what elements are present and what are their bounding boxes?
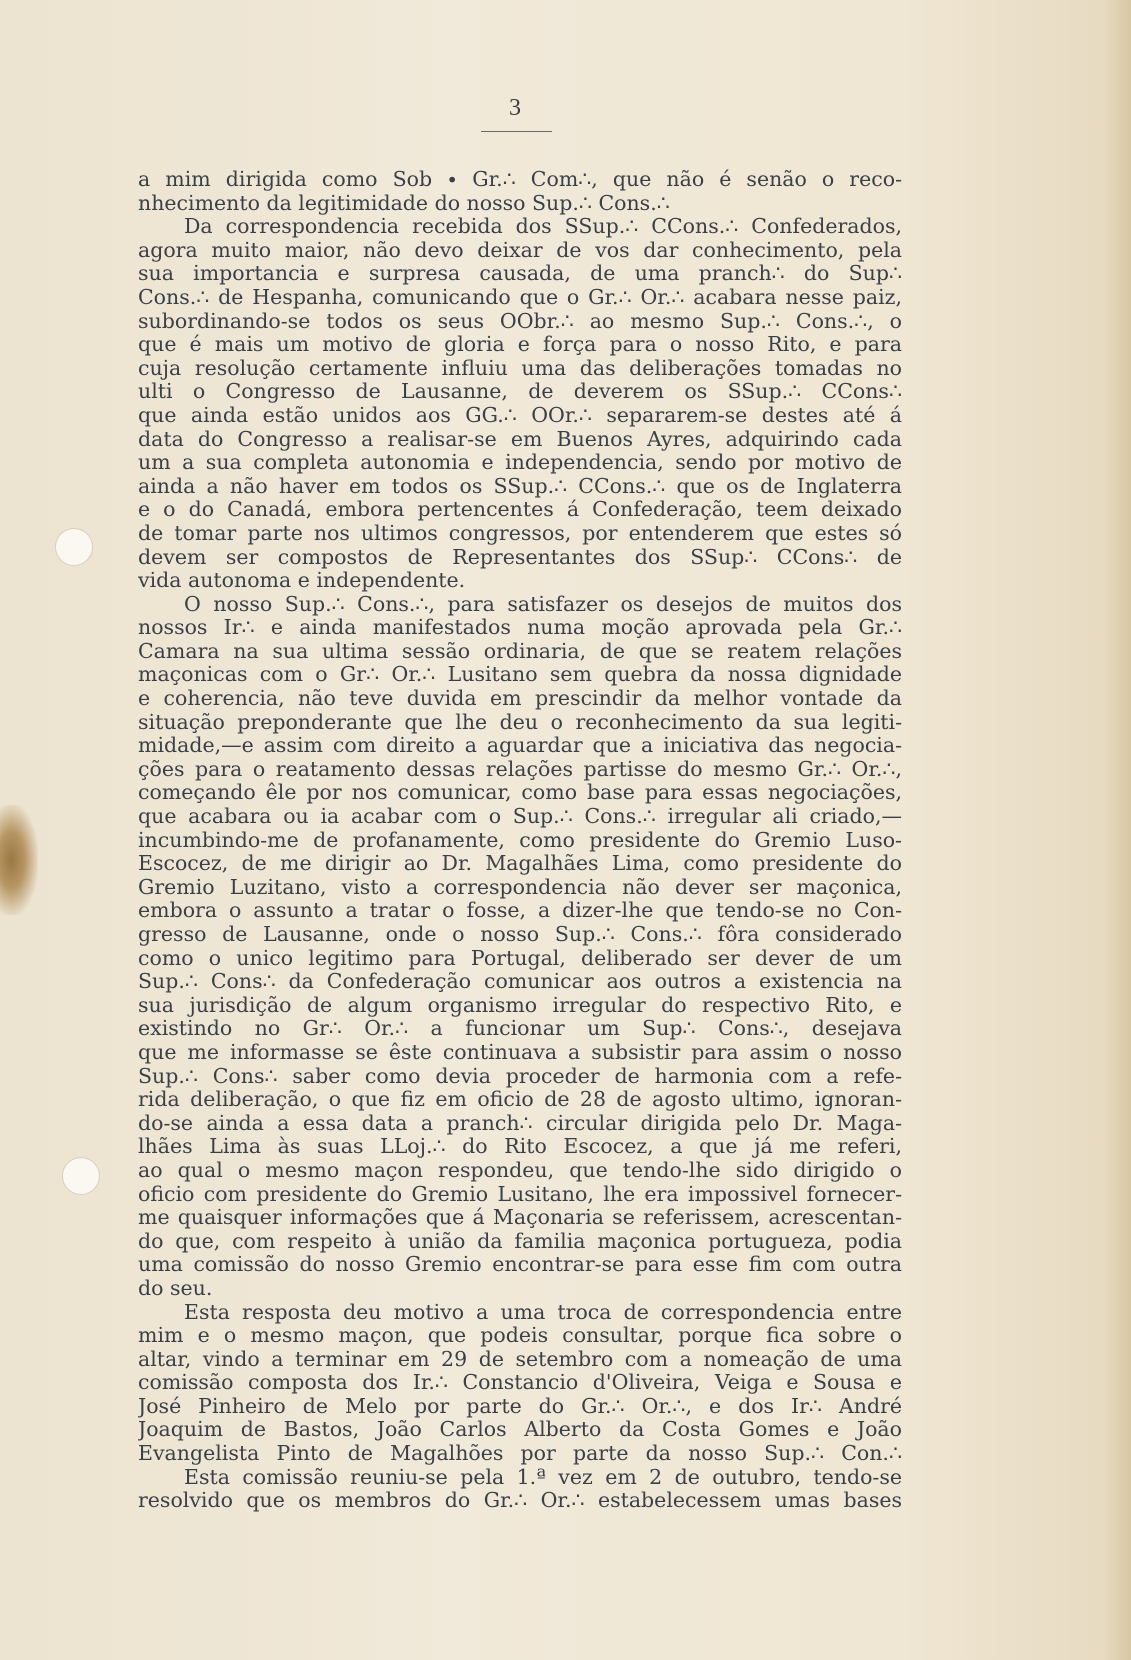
page-number-rule: [481, 131, 552, 132]
text-line: me quaisquer informações que á Maçonaria se referissem, acrescentan-: [138, 1206, 902, 1230]
text-line: situação preponderante que lhe deu o reconhecimento da sua legiti-: [138, 710, 902, 734]
text-line: que acabara ou ia acabar com o Sup.∴ Cons.∴ irregular ali criado,—: [138, 805, 902, 829]
text-line: ainda a não haver em todos os SSup.∴ CCons.∴ que os de Inglaterra: [138, 474, 902, 498]
text-line: ulti o Congresso de Lausanne, de deverem os SSup.∴ CCons∴: [138, 380, 902, 404]
text-line: uma comissão do nosso Gremio encontrar-se para esse fim com outra: [138, 1253, 902, 1277]
text-line: ções para o reatamento dessas relações partisse do mesmo Gr.∴ Or.∴,: [138, 757, 902, 781]
text-line: nossos Ir∴ e ainda manifestados numa moção aprovada pela Gr.∴: [138, 616, 902, 640]
text-line: resolvido que os membros do Gr.∴ Or.∴ estabelecessem umas bases: [138, 1489, 902, 1513]
page-edge-shadow: [1103, 0, 1131, 1660]
paper-stain: [0, 805, 38, 915]
text-line: e o do Canadá, embora pertencentes á Confederação, teem deixado: [138, 498, 902, 522]
text-line: começando êle por nos comunicar, como base para essas negociações,: [138, 781, 902, 805]
punch-hole-top: [55, 528, 93, 566]
text-line: Gremio Luzitano, visto a correspondencia não dever ser maçonica,: [138, 875, 902, 899]
text-line: maçonicas com o Gr∴ Or.∴ Lusitano sem quebra da nossa dignidade: [138, 663, 902, 687]
text-line: cuja resolução certamente influiu uma das deliberações tomadas no: [138, 356, 902, 380]
text-line: O nosso Sup.∴ Cons.∴, para satisfazer os desejos de muitos dos: [184, 592, 902, 616]
text-line: e coherencia, não teve duvida em prescindir da melhor vontade da: [138, 687, 902, 711]
text-line: oficio com presidente do Gremio Lusitano, lhe era impossivel fornecer-: [138, 1182, 902, 1206]
text-line: ao qual o mesmo maçon respondeu, que tendo-lhe sido dirigido o: [138, 1158, 902, 1182]
text-line: sua importancia e surpresa causada, de uma pranch∴ do Sup∴: [138, 262, 902, 286]
text-line: nhecimento da legitimidade do nosso Sup.∴ Cons.∴: [138, 191, 670, 215]
text-line: vida autonoma e independente.: [138, 569, 466, 593]
text-line: mim e o mesmo maçon, que podeis consultar, porque fica sobre o: [138, 1324, 902, 1348]
text-line: do que, com respeito à união da familia maçonica portugueza, podia: [138, 1229, 902, 1253]
text-line: Escocez, de me dirigir ao Dr. Magalhães Lima, como presidente do: [138, 852, 902, 876]
text-line: do-se ainda a essa data a pranch∴ circular dirigida pelo Dr. Maga-: [138, 1111, 902, 1135]
text-line: que é mais um motivo de gloria e força para o nosso Rito, e para: [138, 333, 902, 357]
text-line: como o unico legitimo para Portugal, deliberado ser dever de um: [138, 946, 902, 970]
text-line: Sup.∴ Cons∴ da Confederação comunicar aos outros a existencia na: [138, 970, 902, 994]
text-line: que ainda estão unidos aos GG.∴ OOr.∴ separarem-se destes até á: [138, 403, 902, 427]
text-line: agora muito maior, não devo deixar de vos dar conhecimento, pela: [138, 238, 902, 262]
text-line: rida deliberação, o que fiz em oficio de 28 de agosto ultimo, ignoran-: [138, 1088, 902, 1112]
text-line: comissão composta dos Ir.∴ Constancio d'Oliveira, Veiga e Sousa e: [138, 1371, 902, 1395]
text-line: Esta resposta deu motivo a uma troca de correspondencia entre: [184, 1300, 902, 1324]
page-number: 3: [509, 95, 521, 121]
text-line: existindo no Gr∴ Or.∴ a funcionar um Sup∴ Cons∴, desejava: [138, 1017, 902, 1041]
text-line: lhães Lima às suas LLoj.∴ do Rito Escocez, a que já me referi,: [138, 1135, 902, 1159]
text-line: gresso de Lausanne, onde o nosso Sup.∴ Cons.∴ fôra considerado: [138, 923, 902, 946]
text-line: a mim dirigida como Sob ∙ Gr.∴ Com∴, que não é senão o reco-: [138, 168, 902, 191]
text-line: Camara na sua ultima sessão ordinaria, de que se reatem relações: [138, 639, 902, 663]
text-line: Cons.∴ de Hespanha, comunicando que o Gr.∴ Or.∴ acabara nesse paiz,: [138, 285, 902, 309]
text-line: do seu.: [138, 1276, 213, 1300]
text-line: de tomar parte nos ultimos congressos, por entenderem que estes só: [138, 521, 902, 545]
text-line: Joaquim de Bastos, João Carlos Alberto da Costa Gomes e João: [138, 1418, 902, 1442]
text-line: subordinando-se todos os seus OObr.∴ ao mesmo Sup.∴ Cons.∴, o: [138, 309, 902, 333]
body-text: [138, 168, 902, 1513]
text-line: um a sua completa autonomia e independencia, sendo por motivo de: [138, 451, 902, 475]
text-line: Evangelista Pinto de Magalhões por parte da nosso Sup.∴ Con.∴: [138, 1442, 902, 1466]
text-line: Sup.∴ Cons∴ saber como devia proceder de harmonia com a refe-: [138, 1064, 902, 1088]
punch-hole-bottom: [62, 1157, 100, 1195]
text-line: embora o assunto a tratar o fosse, a dizer-lhe que tendo-se no Con-: [138, 899, 902, 923]
text-line: José Pinheiro de Melo por parte do Gr.∴ Or.∴, e dos Ir∴ André: [138, 1394, 902, 1418]
text-line: Da correspondencia recebida dos SSup.∴ CCons.∴ Confederados,: [184, 215, 902, 239]
text-line: midade,—e assim com direito a aguardar que a iniciativa das negocia-: [138, 734, 902, 758]
text-line: incumbindo-me de profanamente, como presidente do Gremio Luso-: [138, 828, 902, 852]
text-line: data do Congresso a realisar-se em Buenos Ayres, adquirindo cada: [138, 427, 902, 451]
text-line: sua jurisdição de algum organismo irregular do respectivo Rito, e: [138, 993, 902, 1017]
text-line: altar, vindo a terminar em 29 de setembro com a nomeação de uma: [138, 1347, 902, 1371]
text-line: Esta comissão reuniu-se pela 1.ª vez em 2 de outubro, tendo-se: [184, 1465, 902, 1489]
text-line: devem ser compostos de Representantes dos SSup∴ CCons∴ de: [138, 545, 902, 569]
text-line: que me informasse se êste continuava a subsistir para assim o nosso: [138, 1040, 902, 1064]
